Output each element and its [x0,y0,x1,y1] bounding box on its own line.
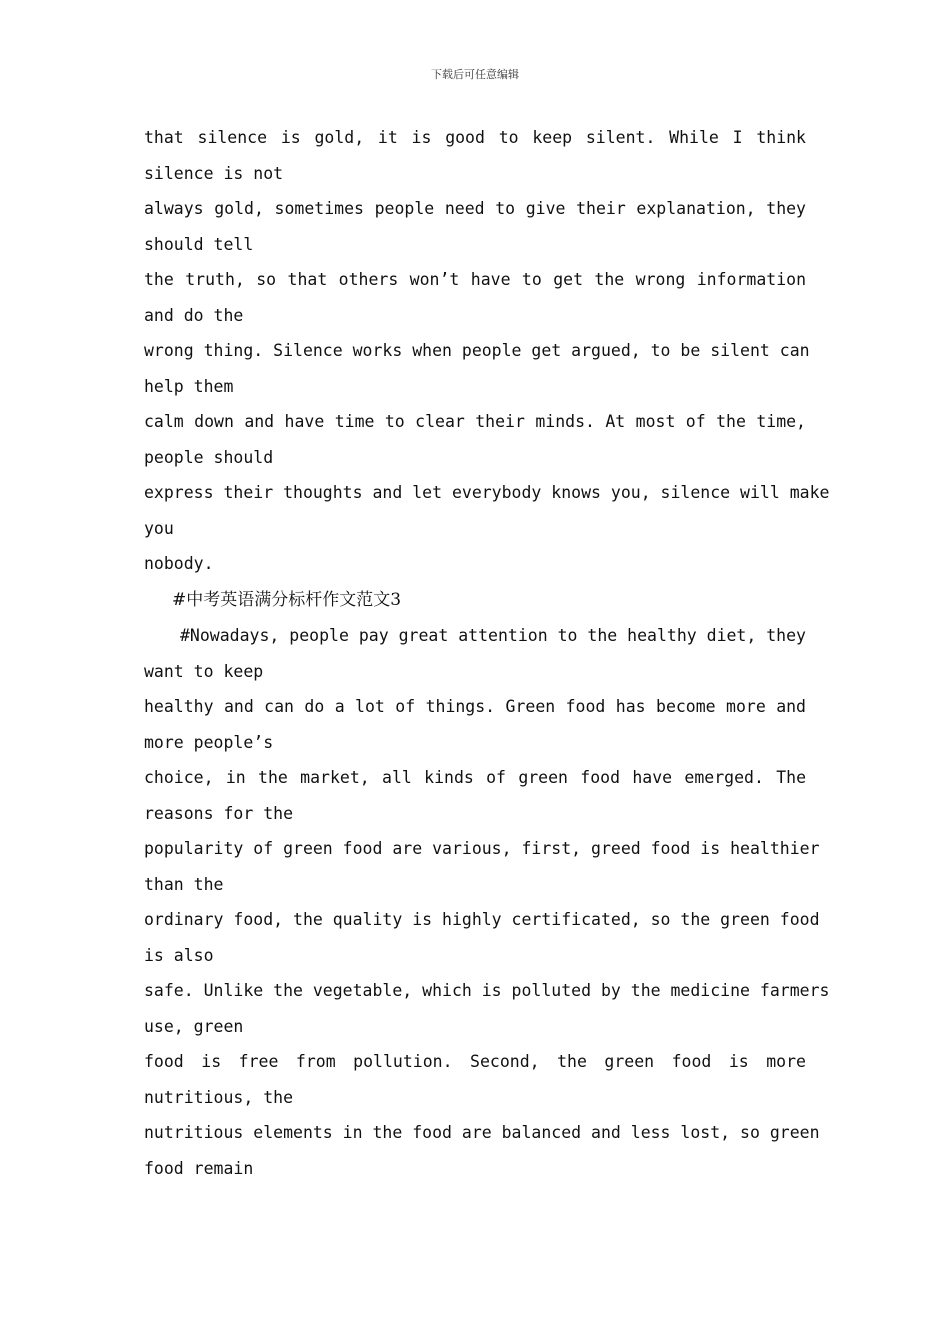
text-line: silence is not [144,164,284,183]
text-line: that silence is gold, it is good to keep silent. While I think [144,128,806,147]
text-line: you [144,519,174,538]
text-line: calm down and have time to clear their minds. At most of the time, [144,412,806,431]
section-heading: #中考英语满分标杆作文范文3 [172,590,402,610]
text-line: people should [144,448,274,467]
text-line: want to keep [144,662,264,681]
text-line: always gold, sometimes people need to give their explanation, they [144,199,806,218]
text-line: wrong thing. Silence works when people get argued, to be silent can [144,341,810,360]
text-line: use, green [144,1017,244,1036]
text-line: reasons for the [144,804,294,823]
text-line: nutritious, the [144,1088,294,1107]
text-line: more people’s [144,733,274,752]
text-line: and do the [144,306,244,325]
text-line: should tell [144,235,254,254]
text-line: food is free from pollution. Second, the green food is more [144,1052,806,1071]
text-line: healthy and can do a lot of things. Green food has become more and [144,697,806,716]
text-line: is also [144,946,214,965]
text-line: than the [144,875,224,894]
text-line: ordinary food, the quality is highly certificated, so the green food [144,910,820,929]
text-line: choice, in the market, all kinds of green food have emerged. The [144,768,806,787]
text-line: popularity of green food are various, first, greed food is healthier [144,839,820,858]
document-body [144,124,830,1190]
text-line: food remain [144,1159,254,1178]
text-line: #Nowadays, people pay great attention to the healthy diet, they [180,626,806,645]
page-header: 下载后可任意编辑 [431,68,519,81]
text-line: nutritious elements in the food are balanced and less lost, so green [144,1123,820,1142]
text-line: express their thoughts and let everybody knows you, silence will make [144,483,830,502]
text-line: help them [144,377,234,396]
text-line: the truth, so that others won’t have to get the wrong information [144,270,806,289]
text-line: nobody. [144,554,214,573]
text-line: safe. Unlike the vegetable, which is polluted by the medicine farmers [144,981,830,1000]
